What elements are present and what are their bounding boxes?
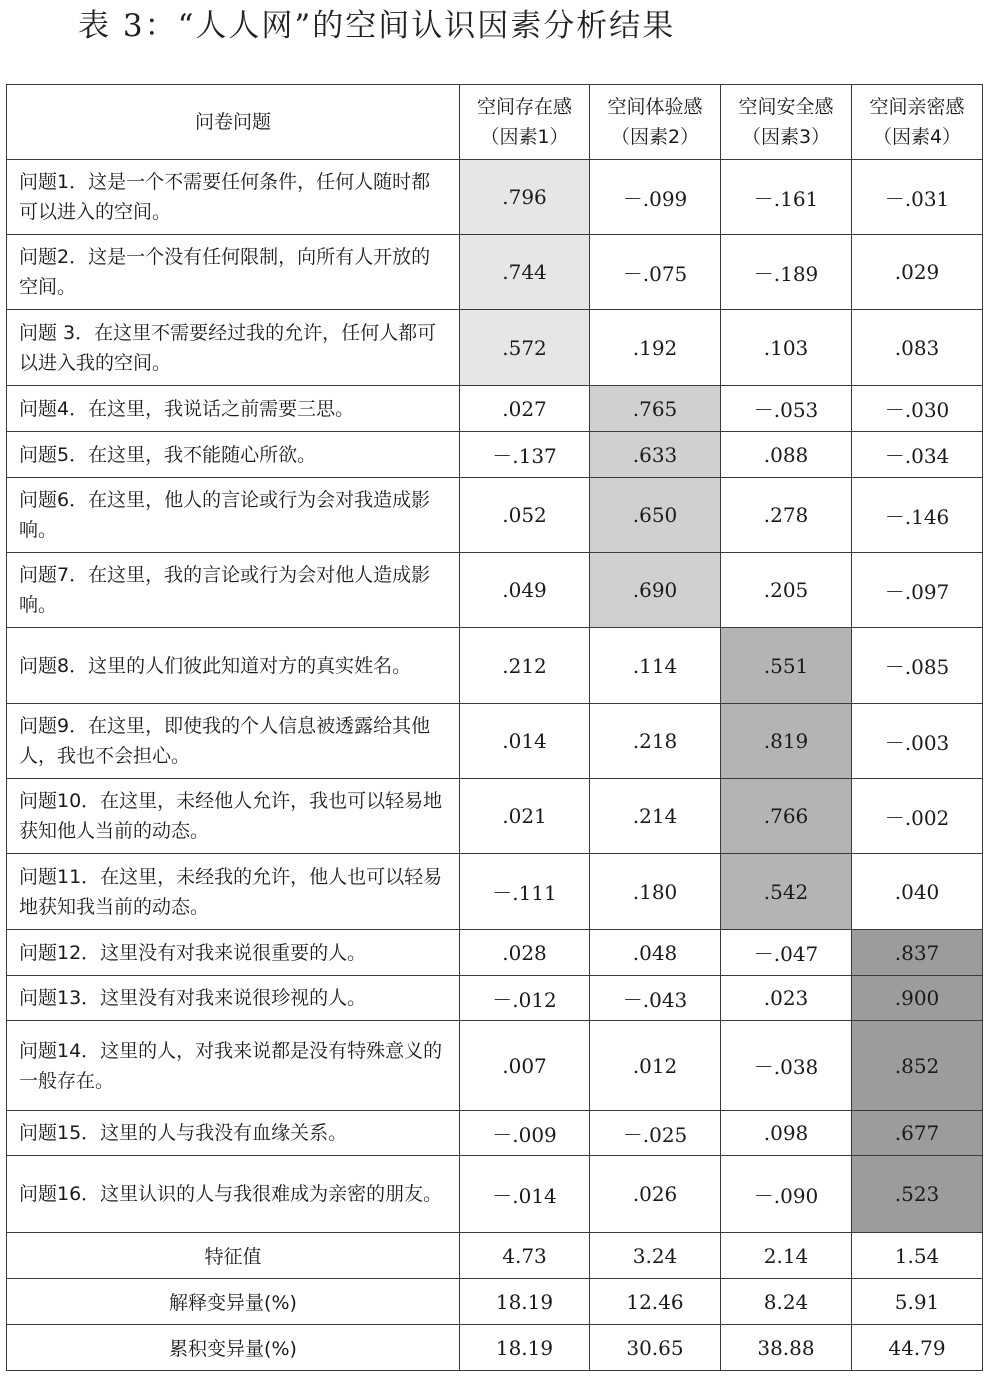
- loading-cell-factor-3: －.189: [721, 235, 852, 310]
- table-row: [7, 930, 983, 976]
- question-text: 问题6．在这里，他人的言论或行为会对我造成影响。: [7, 478, 460, 553]
- question-text: 问题2．这是一个没有任何限制，向所有人开放的空间。: [7, 235, 460, 310]
- loading-cell-factor-3: －.047: [721, 930, 852, 976]
- loading-cell-factor-3: .103: [721, 310, 852, 386]
- question-text: 问题1．这是一个不需要任何条件，任何人随时都可以进入的空间。: [7, 160, 460, 235]
- loading-cell-factor-2: .633: [590, 432, 721, 478]
- loading-cell-factor-2: .026: [590, 1156, 721, 1233]
- question-text: 问题12．这里没有对我来说很重要的人。: [7, 930, 460, 976]
- summary-value-factor-2: 12.46: [590, 1279, 721, 1325]
- factor-2-header: 空间体验感 （因素2）: [590, 85, 721, 160]
- question-text: 问题10．在这里，未经他人允许，我也可以轻易地获知他人当前的动态。: [7, 779, 460, 854]
- question-text: 问题15．这里的人与我没有血缘关系。: [7, 1111, 460, 1156]
- loading-cell-factor-1: .014: [460, 704, 590, 779]
- loading-cell-factor-4: .900: [852, 976, 983, 1021]
- summary-label: 累积变异量(%): [7, 1325, 460, 1371]
- loading-cell-factor-1: －.012: [460, 976, 590, 1021]
- loading-cell-factor-2: .114: [590, 628, 721, 704]
- summary-value-factor-1: 18.19: [460, 1279, 590, 1325]
- summary-row: [7, 1233, 983, 1279]
- loading-cell-factor-2: .012: [590, 1021, 721, 1111]
- loading-cell-factor-3: .278: [721, 478, 852, 553]
- loading-cell-factor-3: .542: [721, 854, 852, 930]
- loading-cell-factor-2: －.075: [590, 235, 721, 310]
- table-row: [7, 1111, 983, 1156]
- loading-cell-factor-2: .650: [590, 478, 721, 553]
- table-row: [7, 704, 983, 779]
- table-row: [7, 478, 983, 553]
- question-column-header: 问卷问题: [7, 85, 460, 160]
- summary-value-factor-2: 3.24: [590, 1233, 721, 1279]
- loading-cell-factor-3: .551: [721, 628, 852, 704]
- loading-cell-factor-2: .180: [590, 854, 721, 930]
- factor-1-header: 空间存在感 （因素1）: [460, 85, 590, 160]
- loading-cell-factor-3: .088: [721, 432, 852, 478]
- loading-cell-factor-1: －.137: [460, 432, 590, 478]
- loading-cell-factor-2: .218: [590, 704, 721, 779]
- loading-cell-factor-4: －.034: [852, 432, 983, 478]
- loading-cell-factor-1: .027: [460, 386, 590, 432]
- summary-value-factor-4: 5.91: [852, 1279, 983, 1325]
- loading-cell-factor-4: .040: [852, 854, 983, 930]
- factor-3-header: 空间安全感 （因素3）: [721, 85, 852, 160]
- loading-cell-factor-1: .052: [460, 478, 590, 553]
- summary-value-factor-1: 18.19: [460, 1325, 590, 1371]
- summary-value-factor-3: 38.88: [721, 1325, 852, 1371]
- loading-cell-factor-4: .677: [852, 1111, 983, 1156]
- loading-cell-factor-4: －.085: [852, 628, 983, 704]
- loading-cell-factor-4: －.003: [852, 704, 983, 779]
- loading-cell-factor-2: .192: [590, 310, 721, 386]
- summary-value-factor-3: 8.24: [721, 1279, 852, 1325]
- loading-cell-factor-1: .744: [460, 235, 590, 310]
- loading-cell-factor-3: .098: [721, 1111, 852, 1156]
- summary-value-factor-3: 2.14: [721, 1233, 852, 1279]
- loading-cell-factor-1: .572: [460, 310, 590, 386]
- loading-cell-factor-4: －.146: [852, 478, 983, 553]
- loading-cell-factor-1: .796: [460, 160, 590, 235]
- loading-cell-factor-1: －.111: [460, 854, 590, 930]
- loading-cell-factor-2: .765: [590, 386, 721, 432]
- summary-label: 特征值: [7, 1233, 460, 1279]
- loading-cell-factor-3: －.038: [721, 1021, 852, 1111]
- summary-label: 解释变异量(%): [7, 1279, 460, 1325]
- loading-cell-factor-1: .021: [460, 779, 590, 854]
- loading-cell-factor-2: －.043: [590, 976, 721, 1021]
- summary-value-factor-4: 44.79: [852, 1325, 983, 1371]
- loading-cell-factor-1: .049: [460, 553, 590, 628]
- table-row: [7, 553, 983, 628]
- table-row: [7, 854, 983, 930]
- factor-4-header: 空间亲密感 （因素4）: [852, 85, 983, 160]
- table-row: [7, 1021, 983, 1111]
- question-text: 问题14．这里的人，对我来说都是没有特殊意义的一般存在。: [7, 1021, 460, 1111]
- table-row: [7, 310, 983, 386]
- question-text: 问题9．在这里，即使我的个人信息被透露给其他人，我也不会担心。: [7, 704, 460, 779]
- loading-cell-factor-1: .028: [460, 930, 590, 976]
- factor-analysis-table: [6, 84, 983, 1371]
- summary-value-factor-2: 30.65: [590, 1325, 721, 1371]
- summary-value-factor-1: 4.73: [460, 1233, 590, 1279]
- question-text: 问题4．在这里，我说话之前需要三思。: [7, 386, 460, 432]
- header-row: [7, 85, 983, 160]
- question-text: 问题16．这里认识的人与我很难成为亲密的朋友。: [7, 1156, 460, 1233]
- question-text: 问题5．在这里，我不能随心所欲。: [7, 432, 460, 478]
- table-row: [7, 160, 983, 235]
- question-text: 问题8．这里的人们彼此知道对方的真实姓名。: [7, 628, 460, 704]
- loading-cell-factor-4: －.097: [852, 553, 983, 628]
- loading-cell-factor-3: －.090: [721, 1156, 852, 1233]
- loading-cell-factor-4: .852: [852, 1021, 983, 1111]
- loading-cell-factor-4: －.030: [852, 386, 983, 432]
- loading-cell-factor-1: .007: [460, 1021, 590, 1111]
- question-text: 问题11．在这里，未经我的允许，他人也可以轻易地获知我当前的动态。: [7, 854, 460, 930]
- summary-row: [7, 1279, 983, 1325]
- summary-value-factor-4: 1.54: [852, 1233, 983, 1279]
- loading-cell-factor-3: .819: [721, 704, 852, 779]
- table-title: 表 3：“人人网”的空间认识因素分析结果: [78, 8, 676, 44]
- loading-cell-factor-4: .083: [852, 310, 983, 386]
- loading-cell-factor-2: .214: [590, 779, 721, 854]
- question-text: 问题 3．在这里不需要经过我的允许，任何人都可以进入我的空间。: [7, 310, 460, 386]
- loading-cell-factor-3: －.161: [721, 160, 852, 235]
- table-row: [7, 1156, 983, 1233]
- loading-cell-factor-4: .837: [852, 930, 983, 976]
- loading-cell-factor-3: .766: [721, 779, 852, 854]
- loading-cell-factor-4: －.031: [852, 160, 983, 235]
- table-row: [7, 976, 983, 1021]
- table-row: [7, 628, 983, 704]
- loading-cell-factor-4: .523: [852, 1156, 983, 1233]
- table-row: [7, 235, 983, 310]
- summary-row: [7, 1325, 983, 1371]
- loading-cell-factor-4: .029: [852, 235, 983, 310]
- loading-cell-factor-2: －.025: [590, 1111, 721, 1156]
- loading-cell-factor-1: －.014: [460, 1156, 590, 1233]
- loading-cell-factor-3: －.053: [721, 386, 852, 432]
- table-row: [7, 779, 983, 854]
- question-text: 问题7．在这里，我的言论或行为会对他人造成影响。: [7, 553, 460, 628]
- loading-cell-factor-1: .212: [460, 628, 590, 704]
- table-row: [7, 386, 983, 432]
- question-text: 问题13．这里没有对我来说很珍视的人。: [7, 976, 460, 1021]
- table-row: [7, 432, 983, 478]
- loading-cell-factor-4: －.002: [852, 779, 983, 854]
- loading-cell-factor-2: .048: [590, 930, 721, 976]
- loading-cell-factor-3: .205: [721, 553, 852, 628]
- loading-cell-factor-3: .023: [721, 976, 852, 1021]
- loading-cell-factor-2: －.099: [590, 160, 721, 235]
- loading-cell-factor-1: －.009: [460, 1111, 590, 1156]
- loading-cell-factor-2: .690: [590, 553, 721, 628]
